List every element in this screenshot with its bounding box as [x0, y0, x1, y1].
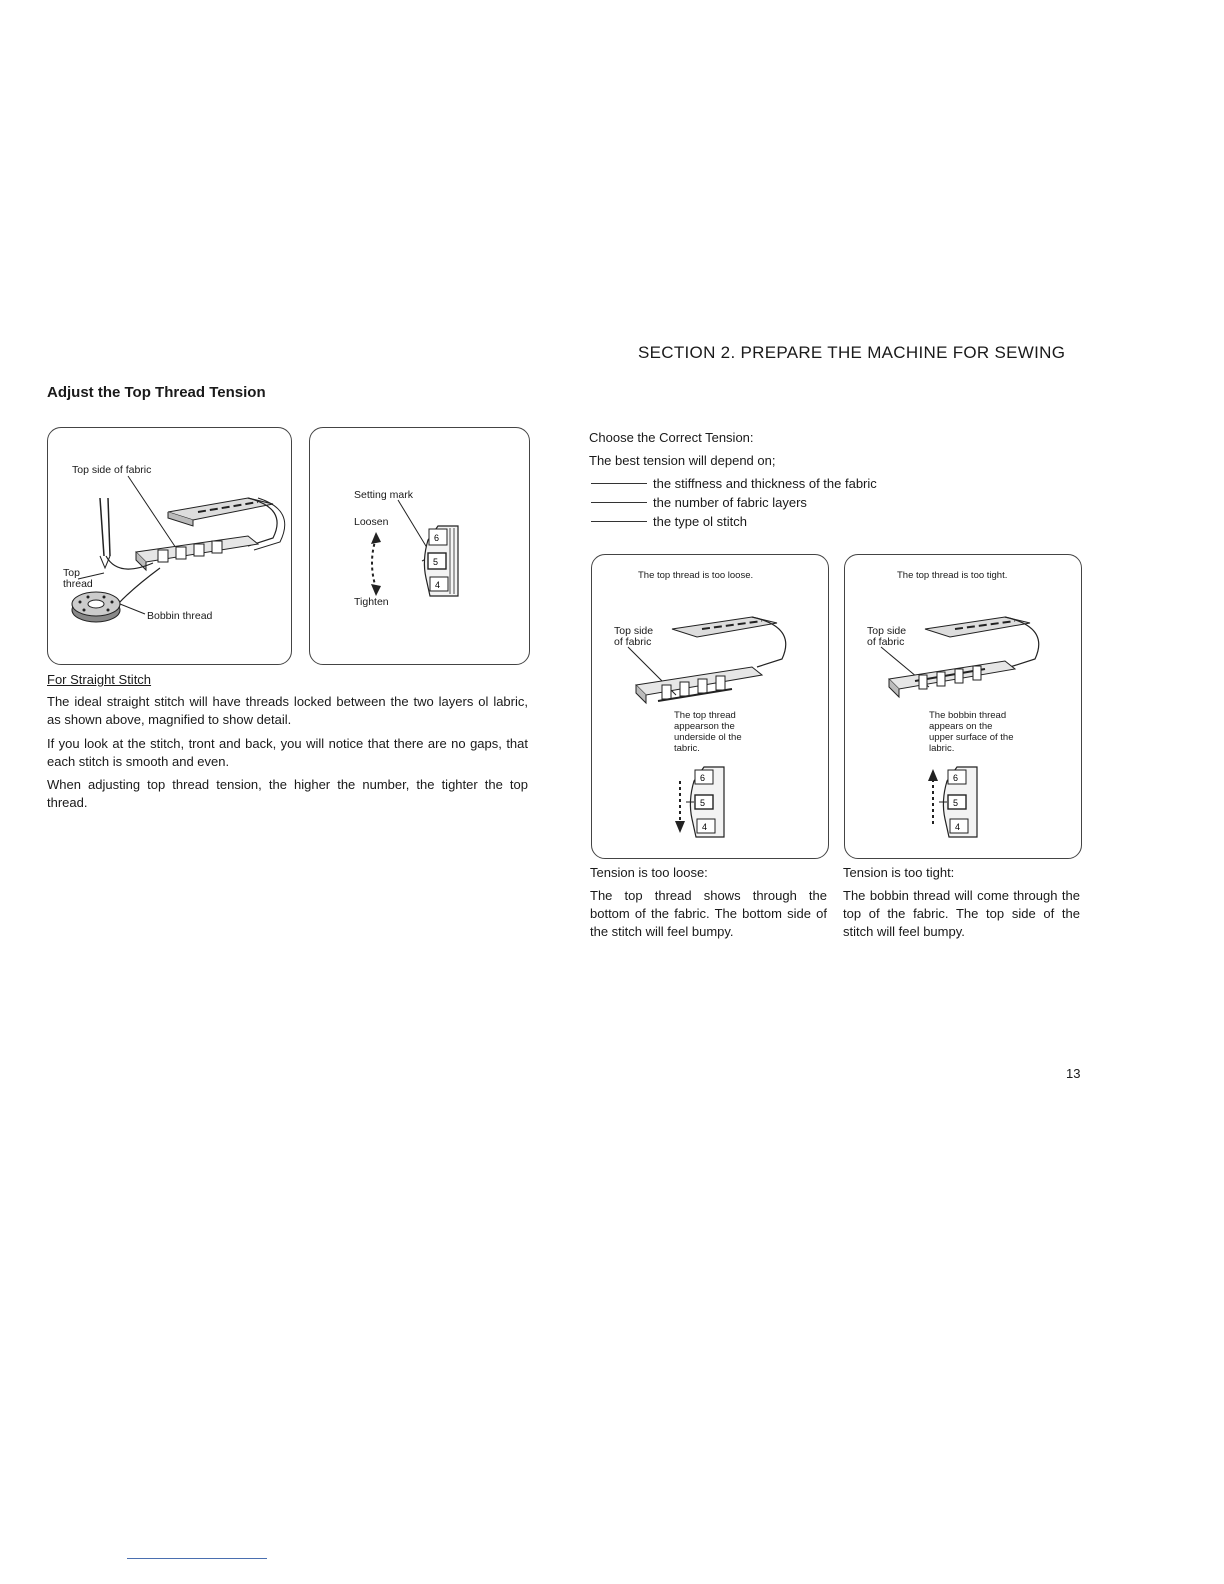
dial-number-6: 6 [953, 773, 959, 783]
too-tight-illustration [845, 555, 1081, 858]
dial-number-6: 6 [700, 773, 706, 783]
tension-dial-figure [309, 427, 530, 665]
factor-item: the type ol stitch [589, 512, 877, 531]
factor-item: the stiffness and thickness of the fabric [589, 474, 877, 493]
tight-note-line: labric. [929, 743, 955, 754]
dial-number-4: 4 [702, 822, 708, 832]
page-number: 13 [1066, 1066, 1081, 1081]
label-top-side-1: Top side [614, 625, 654, 637]
loose-title: Tension is too loose: [590, 865, 708, 880]
dial-number-6: 6 [434, 533, 440, 543]
too-tight-caption: The top thread is too tight. [897, 570, 1008, 581]
factor-item: the number of fabric layers [589, 493, 877, 512]
label-top-side-of-fabric: Top side of fabric [72, 464, 152, 476]
loose-note-line: underside ol the [674, 732, 742, 743]
tight-note-line: appears on the [929, 721, 993, 732]
label-top-side-2: of fabric [614, 636, 652, 648]
arrow-up-icon [371, 532, 381, 544]
subheading-straight-stitch: For Straight Stitch [47, 672, 152, 687]
label-bobbin-thread: Bobbin thread [147, 610, 213, 622]
arrow-down-icon [675, 821, 685, 833]
dial-number-5: 5 [433, 557, 439, 567]
tension-dial-illustration [310, 428, 529, 664]
paragraph-3: When adjusting top thread tension, the higher the number, the tighter the top thread. [47, 777, 528, 810]
tight-note-line: upper surface of the [929, 732, 1014, 743]
label-top-thread-2: thread [63, 578, 93, 590]
label-top-side-1: Top side [867, 625, 907, 637]
label-top-side-2: of fabric [867, 636, 905, 648]
paragraph-1: The ideal straight stitch will have threads locked between the two layers ol labric, as shown above, magnified to show detail. [47, 694, 528, 727]
loose-note-line: tabric. [674, 743, 700, 754]
page-heading: Adjust the Top Thread Tension [47, 384, 266, 401]
loose-text: The top thread shows through the bottom of the fabric. The bottom side of the stitch will feel bumpy. [590, 888, 827, 939]
dial-number-5: 5 [700, 798, 706, 808]
tight-title: Tension is too tight: [843, 865, 955, 880]
footer-rule [127, 1558, 267, 1559]
too-loose-illustration [592, 555, 828, 858]
section-title: SECTION 2. PREPARE THE MACHINE FOR SEWING [638, 343, 1066, 362]
depends-on-text: The best tension will depend on; [589, 453, 776, 468]
tight-note-line: The bobbin thread [929, 710, 1007, 721]
tight-text: The bobbin thread will come through the top of the fabric. The top side of the stitch will feel bumpy. [843, 888, 1080, 939]
label-loosen: Loosen [354, 516, 389, 528]
too-tight-figure [844, 554, 1082, 859]
too-loose-figure [591, 554, 829, 859]
dial-number-4: 4 [955, 822, 961, 832]
paragraph-2: If you look at the stitch, tront and back, you will notice that there are no gaps, that each stitch is smooth and even. [47, 736, 528, 769]
fabric-stitch-illustration [48, 428, 291, 664]
label-tighten: Tighten [354, 596, 389, 608]
fabric-stitch-figure [47, 427, 292, 665]
factor-list [589, 474, 877, 531]
label-setting-mark: Setting mark [354, 489, 413, 501]
choose-title: Choose the Correct Tension: [589, 430, 754, 445]
too-loose-caption: The top thread is too loose. [638, 570, 754, 581]
arrow-up-icon [928, 769, 938, 781]
arrow-down-icon [371, 584, 381, 596]
dial-number-4: 4 [435, 580, 441, 590]
label-top-thread-1: Top [63, 567, 80, 579]
dial-number-5: 5 [953, 798, 959, 808]
loose-note-line: appearson the [674, 721, 735, 732]
loose-note-line: The top thread [674, 710, 736, 721]
